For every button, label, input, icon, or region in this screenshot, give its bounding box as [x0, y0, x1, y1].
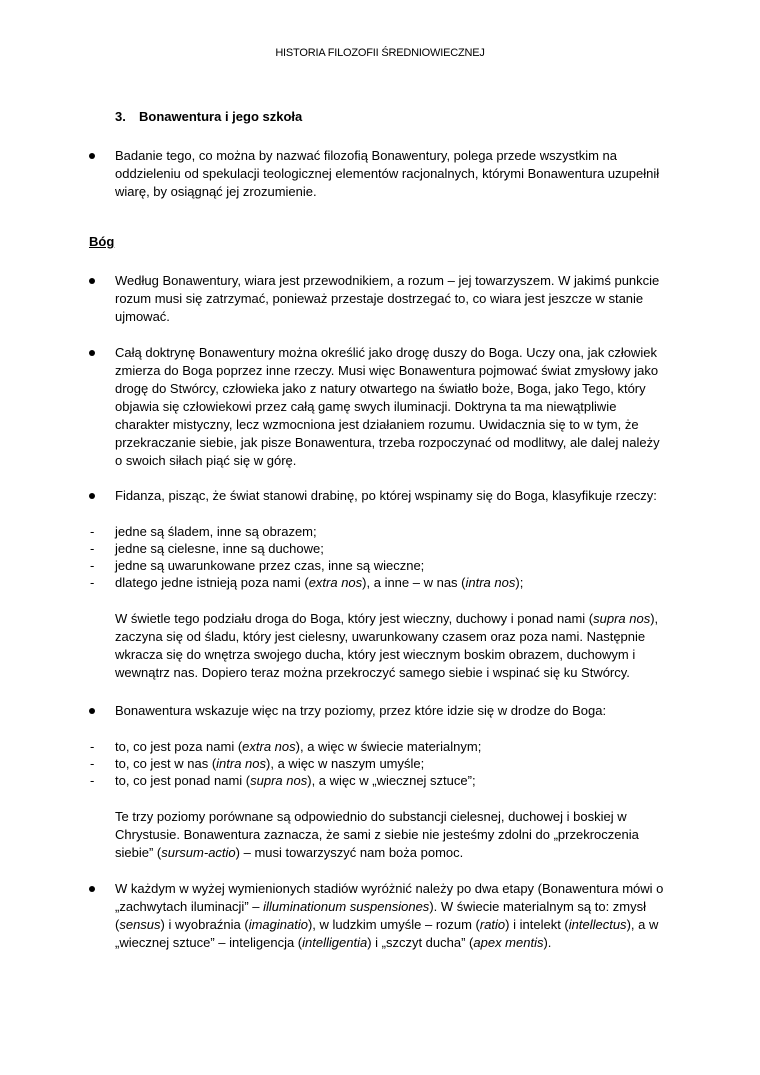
bullet-1-text: Według Bonawentury, wiara jest przewodnikiem, a rozum – jej towarzyszem. W jakimś punkcie rozum musi się zatrzymać, ponieważ przestaje dostrzegać to, co wiara jest jeszcze w stanie ujmować.	[115, 273, 660, 324]
subheading-bog: Bóg	[89, 234, 115, 249]
bullet-icon	[89, 708, 95, 714]
bullet-icon	[89, 493, 95, 499]
bullet-4-text: Bonawentura wskazuje więc na trzy poziomy, przez które idzie się w drodze do Boga:	[115, 703, 607, 718]
bullet-2	[89, 344, 669, 470]
bullet-icon	[89, 153, 95, 159]
bullet-3	[89, 487, 669, 505]
section-number: 3.	[115, 109, 126, 124]
bullet-1	[89, 272, 669, 326]
intro-bullet-text: Badanie tego, co można by nazwać filozofią Bonawentury, polega przede wszystkim na oddzieleniu od spekulacji teologicznej elementów racjonalnych, którymi Bonawentura uzupełnił wiarę, by osiągnąć jej zrozumienie.	[115, 148, 660, 199]
bullet-4	[89, 702, 669, 720]
dash-list-2	[89, 738, 669, 789]
dash-list-1	[89, 523, 669, 591]
bullet-2-text: Całą doktrynę Bonawentury można określić jako drogę duszy do Boga. Uczy ona, jak człowiek zmierza do Boga poprzez inne rzeczy. Musi więc Bonawentura pojmować świat zmysłowy jako drogę do Stwórcy, człowieka jako z natury otwartego na światło boże, Boga, jako Tego, który objawia się człowiekowi przez całą gamę swych iluminacji. Doktryna ta ma niewątpliwie charakter mistyczny, lecz wzmocniona jest działaniem rozumu. Uwidacznia się to w tym, że przekraczanie siebie, jak pisze Bonawentura, trzeba rozpoczynać od modlitwy, ale dalej należy o swoich siłach piąć się w górę.	[115, 345, 660, 468]
bullet-icon	[89, 278, 95, 284]
page-header: HISTORIA FILOZOFII ŚREDNIOWIECZNEJ	[275, 47, 485, 59]
section-title-text: Bonawentura i jego szkoła	[139, 109, 303, 124]
bullet-3-text: Fidanza, pisząc, że świat stanowi drabinę, po której wspinamy się do Boga, klasyfikuje rzeczy:	[115, 488, 657, 503]
intro-bullet	[89, 147, 669, 201]
list-item: - dlatego jedne istnieją poza nami (extra nos), a inne – w nas (intra nos);	[90, 575, 524, 590]
list-item: - jedne są śladem, inne są obrazem;	[90, 524, 317, 539]
bullet-5-text: W każdym w wyżej wymienionych stadiów wyróżnić należy po dwa etapy (Bonawentura mówi o „zachwytach iluminacji” – illuminationum suspensiones). W świecie materialnym są to: zmysł (sensus) i wyobraźnia (imaginatio), w ludzkim umyśle – rozum (ratio) i intelekt (intellectus), a w „wiecznej sztuce” – inteligencja (intelligentia) i „szczyt ducha” (apex mentis).	[115, 881, 664, 950]
list-item: - to, co jest w nas (intra nos), a więc w naszym umyśle;	[90, 756, 425, 771]
bullet-icon	[89, 886, 95, 892]
bullet-5	[89, 880, 669, 952]
list-item: - jedne są cielesne, inne są duchowe;	[90, 541, 324, 556]
list-item: - jedne są uwarunkowane przez czas, inne są wieczne;	[90, 558, 425, 573]
list-item: - to, co jest ponad nami (supra nos), a więc w „wiecznej sztuce”;	[90, 773, 476, 788]
paragraph-1: W świetle tego podziału droga do Boga, który jest wieczny, duchowy i ponad nami (supra nos), zaczyna się od śladu, który jest cielesny, uwarunkowany czasem oraz poza nami. Następnie wkracza się do wnętrza swojego ducha, który jest wiecznym boskim obrazem, duchowym i wewnątrz nas. Dopiero teraz można przekroczyć samego siebie i wspinać się ku Stwórcy.	[115, 611, 659, 680]
list-item: - to, co jest poza nami (extra nos), a więc w świecie materialnym;	[90, 739, 482, 754]
paragraph-2: Te trzy poziomy porównane są odpowiednio do substancji cielesnej, duchowej i boskiej w Chrystusie. Bonawentura zaznacza, że sami z siebie nie jesteśmy zdolni do „przekroczenia siebie” (sursum-actio) – musi towarzyszyć nam boża pomoc.	[115, 809, 639, 860]
section-title	[115, 108, 302, 126]
bullet-icon	[89, 350, 95, 356]
